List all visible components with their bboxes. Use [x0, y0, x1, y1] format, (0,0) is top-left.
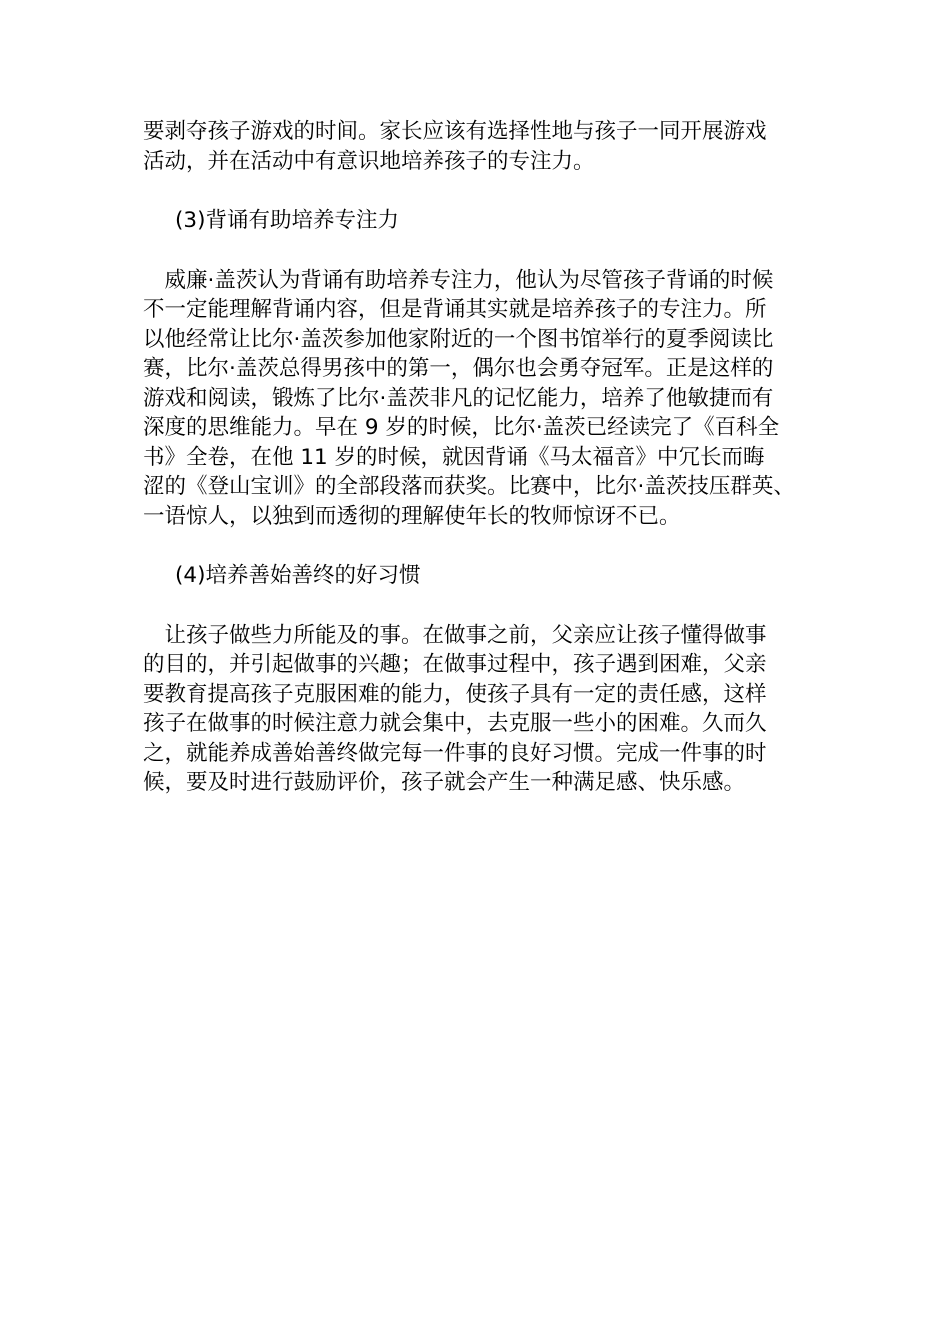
paragraph-3 — [143, 621, 813, 798]
text-line: 不一定能理解背诵内容，但是背诵其实就是培养孩子的专注力。所 — [143, 297, 767, 322]
paragraph-1 — [143, 117, 813, 176]
text-line: 的目的，并引起做事的兴趣；在做事过程中，孩子遇到困难，父亲 — [143, 652, 767, 677]
text-line: 候，要及时进行鼓励评价，孩子就会产生一种满足感、快乐感。 — [143, 770, 746, 795]
text-line: 以他经常让比尔·盖茨参加他家附近的一个图书馆举行的夏季阅读比 — [143, 326, 774, 352]
text-line: 涩的《登山宝训》的全部段落而获奖。比赛中，比尔·盖茨技压群英、 — [143, 474, 795, 499]
text-line: 活动，并在活动中有意识地培养孩子的专注力。 — [143, 148, 595, 174]
text-line: 要剥夺孩子游戏的时间。家长应该有选择性地与孩子一同开展游戏 — [143, 119, 767, 144]
text-line: 威廉·盖茨认为背诵有助培养专注力，他认为尽管孩子背诵的时候 — [143, 267, 774, 293]
text-line: 要教育提高孩子克服困难的能力，使孩子具有一定的责任感，这样 — [143, 681, 767, 707]
text-line: 之，就能养成善始善终做完每一件事的良好习惯。完成一件事的时 — [143, 740, 767, 766]
text-line: 孩子在做事的时候注意力就会集中，去克服一些小的困难。久而久 — [143, 711, 767, 736]
text-line: 深度的思维能力。早在 9 岁的时候，比尔·盖茨已经读完了《百科全 — [143, 415, 780, 440]
paragraph-2 — [143, 266, 813, 532]
text-line: 游戏和阅读，锻炼了比尔·盖茨非凡的记忆能力，培养了他敏捷而有 — [143, 385, 774, 411]
text-line: 赛，比尔·盖茨总得男孩中的第一，偶尔也会勇夺冠军。正是这样的 — [143, 356, 774, 381]
section-heading-3: (3)背诵有助培养专注力 — [175, 208, 399, 233]
text-line: 让孩子做些力所能及的事。在做事之前，父亲应让孩子懂得做事 — [143, 622, 767, 648]
document-body — [143, 117, 813, 828]
text-line: 书》全卷，在他 11 岁的时候，就因背诵《马太福音》中冗长而晦 — [143, 444, 765, 470]
section-heading-4: (4)培养善始善终的好习惯 — [175, 563, 421, 588]
text-line: 一语惊人，以独到而透彻的理解使年长的牧师惊讶不已。 — [143, 503, 681, 529]
